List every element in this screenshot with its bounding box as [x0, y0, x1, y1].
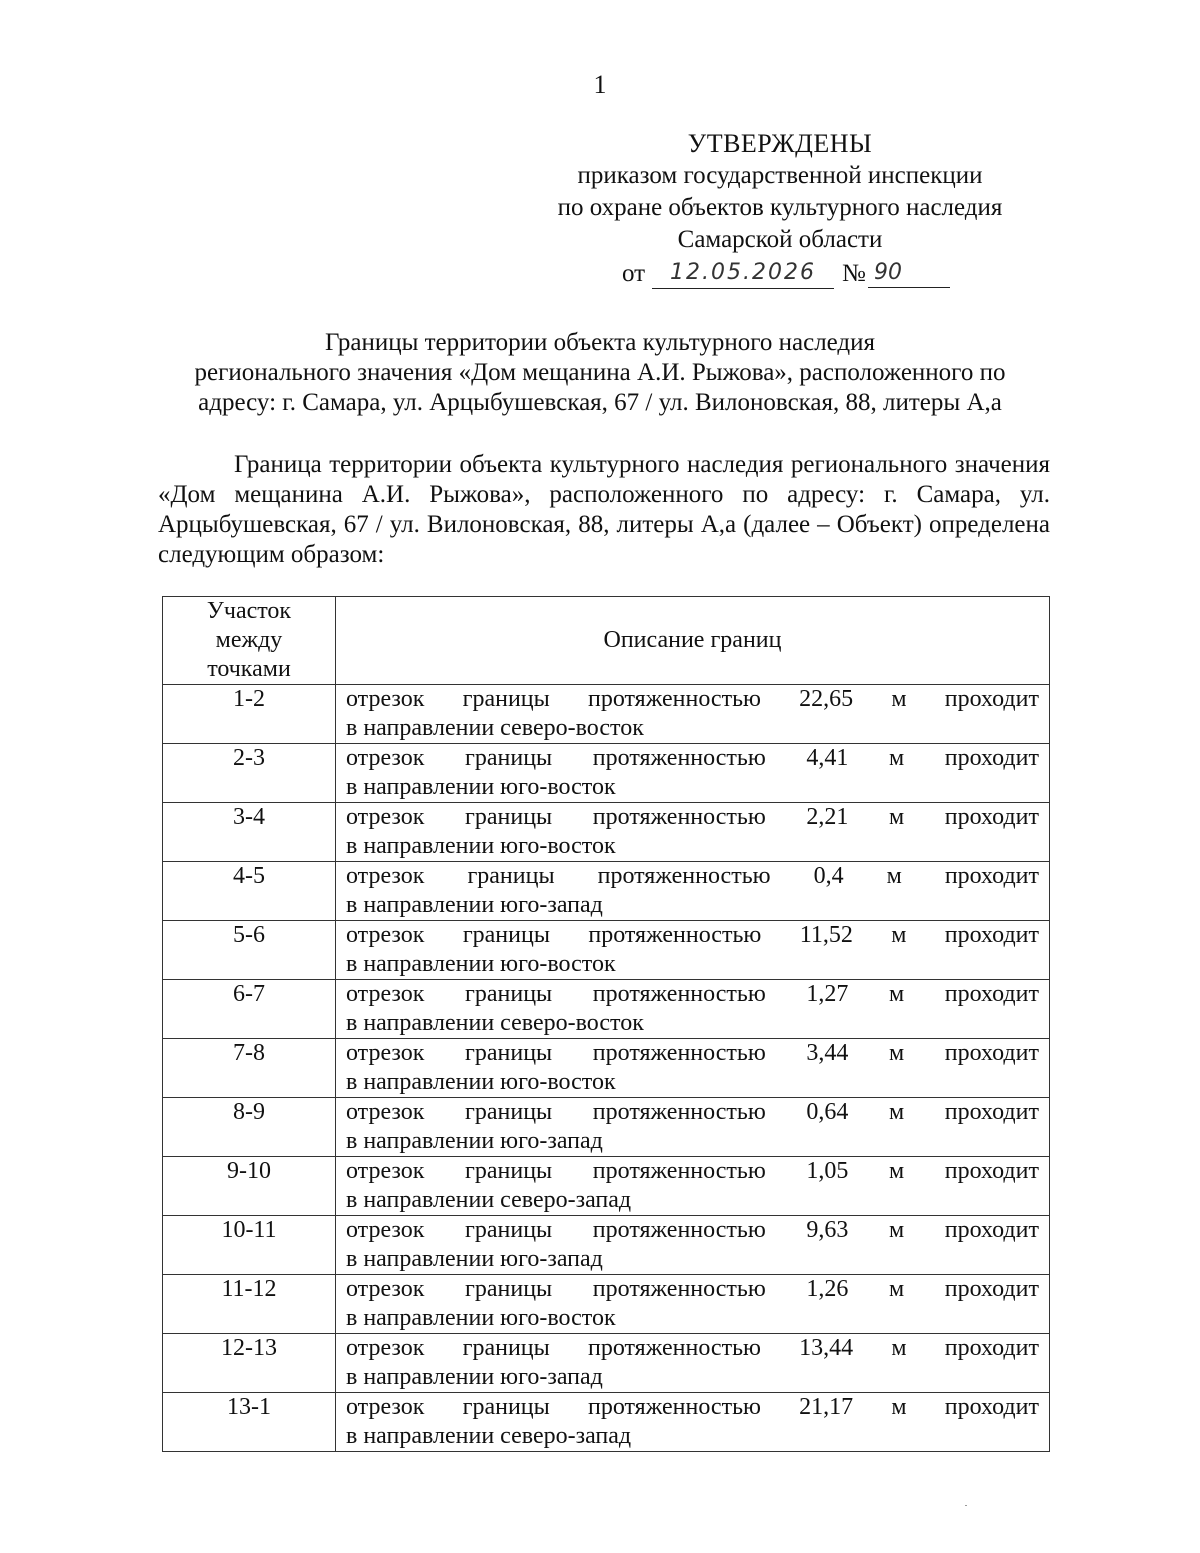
length-unit: м — [886, 863, 902, 889]
header-segment — [163, 597, 336, 685]
word-passes: проходит — [944, 1217, 1039, 1243]
word-length: протяженностью — [587, 686, 761, 712]
segment-cell: 8-9 — [163, 1098, 336, 1157]
word-length: протяженностью — [587, 1394, 761, 1420]
page-number: 1 — [593, 70, 607, 99]
direction-text: в направлении юго-запад — [346, 1128, 603, 1154]
word-border: границы — [465, 1099, 553, 1125]
word-border: границы — [462, 1394, 550, 1420]
length-value: 22,65 — [799, 686, 854, 712]
word-segment: отрезок — [346, 686, 425, 712]
word-passes: проходит — [944, 1099, 1039, 1125]
table-row — [163, 803, 1050, 862]
segment-cell: 4-5 — [163, 862, 336, 921]
description-line-1 — [346, 921, 1039, 950]
length-value: 1,05 — [806, 1158, 849, 1184]
length-value: 1,27 — [806, 981, 849, 1007]
length-value: 3,44 — [806, 1040, 849, 1066]
word-passes: проходит — [944, 1276, 1039, 1302]
handwritten-date: 12.05.2026 — [652, 258, 834, 289]
word-border: границы — [465, 1158, 553, 1184]
approval-block — [530, 128, 1030, 294]
direction-text: в направлении северо-восток — [346, 715, 644, 741]
length-unit: м — [888, 981, 905, 1007]
direction-text: в направлении юго-восток — [346, 1305, 616, 1331]
description-line-1 — [346, 1393, 1039, 1422]
length-value: 9,63 — [806, 1217, 849, 1243]
direction-text: в направлении юго-запад — [346, 1246, 603, 1272]
description-cell — [336, 1039, 1050, 1098]
length-unit: м — [891, 1394, 907, 1420]
table-row — [163, 744, 1050, 803]
length-value: 2,21 — [806, 804, 849, 830]
description-cell — [336, 1157, 1050, 1216]
word-length: протяженностью — [588, 922, 762, 948]
description-line-1 — [346, 1216, 1039, 1245]
document-title — [150, 328, 1050, 418]
word-segment: отрезок — [346, 863, 425, 889]
word-passes: проходит — [944, 922, 1039, 948]
length-unit: м — [888, 1040, 905, 1066]
description-line-1 — [346, 744, 1039, 773]
number-label: № — [842, 260, 866, 287]
word-length: протяженностью — [592, 1040, 766, 1066]
word-border: границы — [467, 863, 555, 889]
header-description: Описание границ — [336, 597, 1050, 685]
word-segment: отрезок — [346, 745, 425, 771]
direction-text: в направлении юго-восток — [346, 833, 616, 859]
length-value: 1,26 — [806, 1276, 849, 1302]
length-unit: м — [888, 745, 905, 771]
word-border: границы — [465, 1040, 553, 1066]
word-segment: отрезок — [346, 1040, 425, 1066]
word-segment: отрезок — [346, 1217, 425, 1243]
scan-artifact — [965, 1505, 967, 1506]
direction-text: в направлении северо-восток — [346, 1010, 644, 1036]
word-border: границы — [462, 686, 550, 712]
table-row — [163, 921, 1050, 980]
description-cell — [336, 685, 1050, 744]
header-segment-line: Участок — [206, 598, 292, 624]
length-unit: м — [888, 1099, 905, 1125]
intro-paragraph: Граница территории объекта культурного наследия регионального значения «Дом мещанина А.И. Рыжова», расположенного по адресу: г. Самара, ул. Арцыбушевская, 67 / ул. Вилоновская, 88, литеры А,а (далее – Объект) определена следующим образом: — [158, 451, 1050, 568]
word-segment: отрезок — [346, 922, 425, 948]
description-cell — [336, 744, 1050, 803]
length-value: 0,4 — [813, 863, 844, 889]
word-border: границы — [465, 804, 553, 830]
word-passes: проходит — [944, 804, 1039, 830]
description-cell — [336, 1334, 1050, 1393]
length-value: 0,64 — [806, 1099, 849, 1125]
description-cell — [336, 1216, 1050, 1275]
table-row — [163, 980, 1050, 1039]
direction-text: в направлении юго-восток — [346, 951, 616, 977]
title-line: регионального значения «Дом мещанина А.И. Рыжова», расположенного по — [194, 359, 1006, 386]
table-row — [163, 1393, 1050, 1452]
description-line-1 — [346, 1039, 1039, 1068]
table-row — [163, 1275, 1050, 1334]
length-unit: м — [891, 922, 907, 948]
length-value: 21,17 — [799, 1394, 854, 1420]
table-row — [163, 1039, 1050, 1098]
length-unit: м — [888, 1276, 905, 1302]
word-border: границы — [462, 922, 550, 948]
segment-cell: 13-1 — [163, 1393, 336, 1452]
table-row — [163, 685, 1050, 744]
word-border: границы — [465, 745, 553, 771]
segment-cell: 5-6 — [163, 921, 336, 980]
word-segment: отрезок — [346, 1158, 425, 1184]
word-passes: проходит — [944, 1040, 1039, 1066]
description-cell — [336, 921, 1050, 980]
description-line-1 — [346, 862, 1039, 891]
segment-cell: 11-12 — [163, 1275, 336, 1334]
table-body — [163, 685, 1050, 1452]
description-line-1 — [346, 980, 1039, 1009]
header-segment-line: между — [215, 627, 283, 653]
table-row — [163, 862, 1050, 921]
segment-cell: 12-13 — [163, 1334, 336, 1393]
word-length: протяженностью — [592, 1099, 766, 1125]
length-unit: м — [891, 686, 907, 712]
approval-line: по охране объектов культурного наследия — [557, 194, 1003, 221]
table-row — [163, 1334, 1050, 1393]
length-unit: м — [888, 1217, 905, 1243]
approval-line: приказом государственной инспекции — [577, 162, 983, 189]
description-cell — [336, 862, 1050, 921]
segment-cell: 6-7 — [163, 980, 336, 1039]
word-segment: отрезок — [346, 981, 425, 1007]
description-line-1 — [346, 685, 1039, 714]
word-length: протяженностью — [592, 1276, 766, 1302]
approval-heading: УТВЕРЖДЕНЫ — [687, 129, 873, 158]
description-line-1 — [346, 1334, 1039, 1363]
approval-line: Самарской области — [677, 226, 883, 253]
title-line: Границы территории объекта культурного наследия — [324, 329, 876, 356]
handwritten-number: 90 — [868, 258, 950, 288]
direction-text: в направлении юго-восток — [346, 1069, 616, 1095]
word-passes: проходит — [944, 1394, 1039, 1420]
header-segment-line: точками — [207, 656, 291, 682]
direction-text: в направлении юго-запад — [346, 892, 603, 918]
segment-cell: 10-11 — [163, 1216, 336, 1275]
segment-cell: 3-4 — [163, 803, 336, 862]
word-passes: проходит — [944, 686, 1039, 712]
word-segment: отрезок — [346, 1335, 425, 1361]
word-segment: отрезок — [346, 1099, 425, 1125]
title-line: адресу: г. Самара, ул. Арцыбушевская, 67 / ул. Вилоновская, 88, литеры А,а — [198, 389, 1002, 416]
segment-cell: 1-2 — [163, 685, 336, 744]
description-cell — [336, 803, 1050, 862]
length-value: 11,52 — [799, 922, 853, 948]
description-line-1 — [346, 803, 1039, 832]
word-passes: проходит — [944, 1335, 1039, 1361]
word-border: границы — [462, 1335, 550, 1361]
description-cell — [336, 980, 1050, 1039]
word-passes: проходит — [944, 745, 1039, 771]
length-unit: м — [888, 1158, 905, 1184]
description-line-1 — [346, 1157, 1039, 1186]
direction-text: в направлении северо-запад — [346, 1423, 632, 1449]
borders-table — [162, 596, 1050, 1452]
word-passes: проходит — [944, 863, 1039, 889]
description-cell — [336, 1098, 1050, 1157]
word-length: протяженностью — [592, 1217, 766, 1243]
direction-text: в направлении юго-восток — [346, 774, 616, 800]
word-length: протяженностью — [592, 745, 766, 771]
table-row — [163, 1216, 1050, 1275]
word-border: границы — [465, 1276, 553, 1302]
word-segment: отрезок — [346, 1276, 425, 1302]
description-cell — [336, 1275, 1050, 1334]
table-row — [163, 1098, 1050, 1157]
description-cell — [336, 1393, 1050, 1452]
description-line-1 — [346, 1275, 1039, 1304]
direction-text: в направлении северо-запад — [346, 1187, 632, 1213]
order-date-line — [530, 258, 1030, 294]
word-segment: отрезок — [346, 804, 425, 830]
word-length: протяженностью — [592, 981, 766, 1007]
table-header-row — [163, 597, 1050, 685]
from-label: от — [622, 260, 646, 287]
word-passes: проходит — [944, 1158, 1039, 1184]
length-value: 13,44 — [799, 1335, 854, 1361]
direction-text: в направлении юго-запад — [346, 1364, 603, 1390]
word-length: протяженностью — [597, 863, 771, 889]
word-length: протяженностью — [592, 1158, 766, 1184]
word-border: границы — [465, 1217, 553, 1243]
word-length: протяженностью — [592, 804, 766, 830]
table-row — [163, 1157, 1050, 1216]
length-unit: м — [891, 1335, 907, 1361]
description-line-1 — [346, 1098, 1039, 1127]
segment-cell: 2-3 — [163, 744, 336, 803]
word-passes: проходит — [944, 981, 1039, 1007]
word-segment: отрезок — [346, 1394, 425, 1420]
word-length: протяженностью — [587, 1335, 761, 1361]
length-value: 4,41 — [806, 745, 849, 771]
word-border: границы — [465, 981, 553, 1007]
segment-cell: 7-8 — [163, 1039, 336, 1098]
length-unit: м — [888, 804, 905, 830]
segment-cell: 9-10 — [163, 1157, 336, 1216]
